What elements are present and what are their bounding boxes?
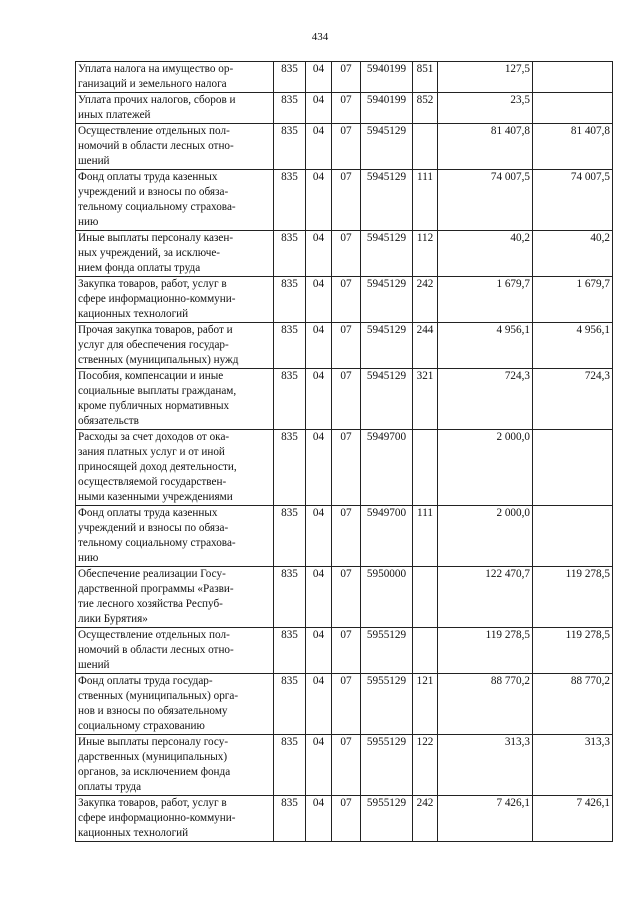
subsection-code-cell: 07	[332, 323, 361, 369]
section-code-cell: 04	[306, 277, 332, 323]
amount-cell: 1 679,7	[438, 277, 533, 323]
expense-name-line: дарственных (муниципальных)	[78, 751, 228, 763]
ministry-code-cell: 835	[274, 231, 306, 277]
expense-name-line: услуг для обеспечения государ-	[78, 339, 229, 351]
expense-name-line: ных учреждений, за исключе-	[78, 247, 221, 259]
budget-table	[75, 61, 613, 842]
ministry-code-cell: 835	[274, 796, 306, 842]
subsection-code-cell: 07	[332, 62, 361, 93]
amount-cell: 23,5	[438, 93, 533, 124]
section-code-cell: 04	[306, 323, 332, 369]
expense-name-line: лики Бурятия»	[78, 613, 148, 625]
expense-name-line: органов, за исключением фонда	[78, 766, 231, 778]
target-article-cell: 5945129	[361, 231, 413, 277]
subsection-code-cell: 07	[332, 277, 361, 323]
expense-name-line: зания платных услуг и от иной	[78, 446, 225, 458]
expense-type-cell: 111	[413, 506, 438, 567]
ministry-code-cell: 835	[274, 674, 306, 735]
expense-type-cell: 111	[413, 170, 438, 231]
expense-type-cell: 321	[413, 369, 438, 430]
amount-subvention-cell	[533, 62, 613, 93]
amount-subvention-cell: 4 956,1	[533, 323, 613, 369]
expense-name-line: Фонд оплаты труда казенных	[78, 171, 218, 183]
expense-name-line: иных платежей	[78, 109, 151, 121]
expense-name-line: Расходы за счет доходов от ока-	[78, 431, 230, 443]
amount-subvention-cell	[533, 93, 613, 124]
amount-cell: 74 007,5	[438, 170, 533, 231]
expense-type-cell	[413, 628, 438, 674]
ministry-code-cell: 835	[274, 628, 306, 674]
section-code-cell: 04	[306, 369, 332, 430]
table-row	[76, 430, 613, 506]
subsection-code-cell: 07	[332, 796, 361, 842]
ministry-code-cell: 835	[274, 567, 306, 628]
table-row	[76, 170, 613, 231]
target-article-cell: 5945129	[361, 170, 413, 231]
expense-name-line: номочий в области лесных отно-	[78, 140, 234, 152]
expense-name-line: шений	[78, 659, 110, 671]
page-number: 434	[311, 31, 329, 43]
ministry-code-cell: 835	[274, 430, 306, 506]
target-article-cell: 5940199	[361, 93, 413, 124]
target-article-cell: 5949700	[361, 430, 413, 506]
amount-subvention-cell	[533, 506, 613, 567]
amount-cell: 313,3	[438, 735, 533, 796]
amount-cell: 40,2	[438, 231, 533, 277]
subsection-code-cell: 07	[332, 170, 361, 231]
expense-name-line: оплаты труда	[78, 781, 142, 793]
expense-name-cell	[76, 628, 274, 674]
expense-type-cell	[413, 430, 438, 506]
expense-name-line: Осуществление отдельных пол-	[78, 629, 230, 641]
amount-subvention-cell: 119 278,5	[533, 567, 613, 628]
expense-name-line: Закупка товаров, работ, услуг в	[78, 797, 227, 809]
amount-subvention-cell: 88 770,2	[533, 674, 613, 735]
target-article-cell: 5955129	[361, 796, 413, 842]
amount-subvention-cell: 7 426,1	[533, 796, 613, 842]
section-code-cell: 04	[306, 796, 332, 842]
table-row	[76, 231, 613, 277]
expense-name-line: нов и взносы по обязательному	[78, 705, 228, 717]
expense-name-cell	[76, 796, 274, 842]
section-code-cell: 04	[306, 567, 332, 628]
amount-cell: 119 278,5	[438, 628, 533, 674]
expense-name-cell	[76, 277, 274, 323]
expense-name-cell	[76, 430, 274, 506]
ministry-code-cell: 835	[274, 277, 306, 323]
expense-name-line: Осуществление отдельных пол-	[78, 125, 230, 137]
expense-name-line: Прочая закупка товаров, работ и	[78, 324, 233, 336]
expense-name-line: сфере информационно-коммуни-	[78, 293, 236, 305]
target-article-cell: 5955129	[361, 628, 413, 674]
expense-name-cell	[76, 567, 274, 628]
expense-name-cell	[76, 506, 274, 567]
section-code-cell: 04	[306, 430, 332, 506]
expense-name-cell	[76, 674, 274, 735]
expense-name-line: кационных технологий	[78, 308, 189, 320]
expense-name-cell	[76, 170, 274, 231]
expense-name-line: Обеспечение реализации Госу-	[78, 568, 226, 580]
expense-type-cell	[413, 124, 438, 170]
expense-name-line: Иные выплаты персоналу казен-	[78, 232, 234, 244]
subsection-code-cell: 07	[332, 93, 361, 124]
table-row	[76, 628, 613, 674]
amount-subvention-cell: 119 278,5	[533, 628, 613, 674]
section-code-cell: 04	[306, 231, 332, 277]
section-code-cell: 04	[306, 93, 332, 124]
table-body	[76, 62, 613, 842]
target-article-cell: 5950000	[361, 567, 413, 628]
expense-type-cell: 851	[413, 62, 438, 93]
ministry-code-cell: 835	[274, 323, 306, 369]
table-row	[76, 567, 613, 628]
expense-name-line: Фонд оплаты труда казенных	[78, 507, 218, 519]
expense-name-line: кационных технологий	[78, 827, 189, 839]
table-row	[76, 93, 613, 124]
expense-name-line: Иные выплаты персоналу госу-	[78, 736, 229, 748]
expense-name-line: приносящей доход деятельности,	[78, 461, 237, 473]
subsection-code-cell: 07	[332, 231, 361, 277]
expense-type-cell: 242	[413, 796, 438, 842]
expense-type-cell	[413, 567, 438, 628]
expense-name-line: нию	[78, 216, 99, 228]
target-article-cell: 5945129	[361, 124, 413, 170]
amount-cell: 7 426,1	[438, 796, 533, 842]
expense-name-line: дарственной программы «Разви-	[78, 583, 234, 595]
expense-name-line: ными казенными учреждениями	[78, 491, 233, 503]
expense-type-cell: 122	[413, 735, 438, 796]
expense-name-cell	[76, 735, 274, 796]
table-row	[76, 277, 613, 323]
expense-name-cell	[76, 231, 274, 277]
expense-name-line: сфере информационно-коммуни-	[78, 812, 236, 824]
amount-cell: 81 407,8	[438, 124, 533, 170]
expense-name-line: Уплата налога на имущество ор-	[78, 63, 234, 75]
subsection-code-cell: 07	[332, 628, 361, 674]
section-code-cell: 04	[306, 124, 332, 170]
table-row	[76, 124, 613, 170]
amount-subvention-cell: 40,2	[533, 231, 613, 277]
section-code-cell: 04	[306, 170, 332, 231]
section-code-cell: 04	[306, 506, 332, 567]
amount-cell: 127,5	[438, 62, 533, 93]
expense-name-line: Пособия, компенсации и иные	[78, 370, 224, 382]
expense-name-line: социальные выплаты гражданам,	[78, 385, 237, 397]
expense-type-cell: 112	[413, 231, 438, 277]
expense-name-cell	[76, 62, 274, 93]
amount-cell: 2 000,0	[438, 430, 533, 506]
expense-type-cell: 121	[413, 674, 438, 735]
amount-subvention-cell: 74 007,5	[533, 170, 613, 231]
section-code-cell: 04	[306, 628, 332, 674]
subsection-code-cell: 07	[332, 124, 361, 170]
table-row	[76, 674, 613, 735]
expense-type-cell: 852	[413, 93, 438, 124]
table-row	[76, 506, 613, 567]
section-code-cell: 04	[306, 674, 332, 735]
expense-name-line: шений	[78, 155, 110, 167]
ministry-code-cell: 835	[274, 124, 306, 170]
amount-cell: 88 770,2	[438, 674, 533, 735]
target-article-cell: 5940199	[361, 62, 413, 93]
expense-name-line: кроме публичных нормативных	[78, 400, 230, 412]
expense-name-line: Уплата прочих налогов, сборов и	[78, 94, 236, 106]
target-article-cell: 5955129	[361, 674, 413, 735]
subsection-code-cell: 07	[332, 567, 361, 628]
amount-cell: 2 000,0	[438, 506, 533, 567]
table-row	[76, 796, 613, 842]
amount-cell: 4 956,1	[438, 323, 533, 369]
ministry-code-cell: 835	[274, 506, 306, 567]
ministry-code-cell: 835	[274, 93, 306, 124]
subsection-code-cell: 07	[332, 369, 361, 430]
expense-name-line: ганизаций и земельного налога	[78, 78, 227, 90]
expense-name-line: осуществляемой государствен-	[78, 476, 227, 488]
subsection-code-cell: 07	[332, 674, 361, 735]
expense-name-line: тие лесного хозяйства Респуб-	[78, 598, 223, 610]
expense-name-line: нию	[78, 552, 99, 564]
amount-cell: 122 470,7	[438, 567, 533, 628]
target-article-cell: 5949700	[361, 506, 413, 567]
expense-type-cell: 242	[413, 277, 438, 323]
target-article-cell: 5945129	[361, 277, 413, 323]
ministry-code-cell: 835	[274, 735, 306, 796]
expense-name-line: Закупка товаров, работ, услуг в	[78, 278, 227, 290]
expense-name-cell	[76, 323, 274, 369]
section-code-cell: 04	[306, 62, 332, 93]
table-row	[76, 369, 613, 430]
subsection-code-cell: 07	[332, 430, 361, 506]
amount-subvention-cell	[533, 430, 613, 506]
target-article-cell: 5955129	[361, 735, 413, 796]
expense-name-line: обязательств	[78, 415, 139, 427]
amount-subvention-cell: 1 679,7	[533, 277, 613, 323]
amount-cell: 724,3	[438, 369, 533, 430]
expense-name-cell	[76, 369, 274, 430]
ministry-code-cell: 835	[274, 369, 306, 430]
target-article-cell: 5945129	[361, 369, 413, 430]
expense-name-line: номочий в области лесных отно-	[78, 644, 234, 656]
expense-name-cell	[76, 124, 274, 170]
expense-name-line: учреждений и взносы по обяза-	[78, 522, 229, 534]
subsection-code-cell: 07	[332, 506, 361, 567]
table-row	[76, 62, 613, 93]
amount-subvention-cell: 81 407,8	[533, 124, 613, 170]
expense-name-line: ственных (муниципальных) нужд	[78, 354, 239, 366]
table-row	[76, 735, 613, 796]
table-row	[76, 323, 613, 369]
expense-name-line: Фонд оплаты труда государ-	[78, 675, 213, 687]
expense-name-line: нием фонда оплаты труда	[78, 262, 201, 274]
ministry-code-cell: 835	[274, 62, 306, 93]
expense-name-line: тельному социальному страхова-	[78, 537, 236, 549]
target-article-cell: 5945129	[361, 323, 413, 369]
ministry-code-cell: 835	[274, 170, 306, 231]
expense-name-line: ственных (муниципальных) орга-	[78, 690, 239, 702]
expense-name-line: тельному социальному страхова-	[78, 201, 236, 213]
expense-name-line: социальному страхованию	[78, 720, 205, 732]
section-code-cell: 04	[306, 735, 332, 796]
expense-name-cell	[76, 93, 274, 124]
expense-type-cell: 244	[413, 323, 438, 369]
amount-subvention-cell: 724,3	[533, 369, 613, 430]
amount-subvention-cell: 313,3	[533, 735, 613, 796]
expense-name-line: учреждений и взносы по обяза-	[78, 186, 229, 198]
subsection-code-cell: 07	[332, 735, 361, 796]
